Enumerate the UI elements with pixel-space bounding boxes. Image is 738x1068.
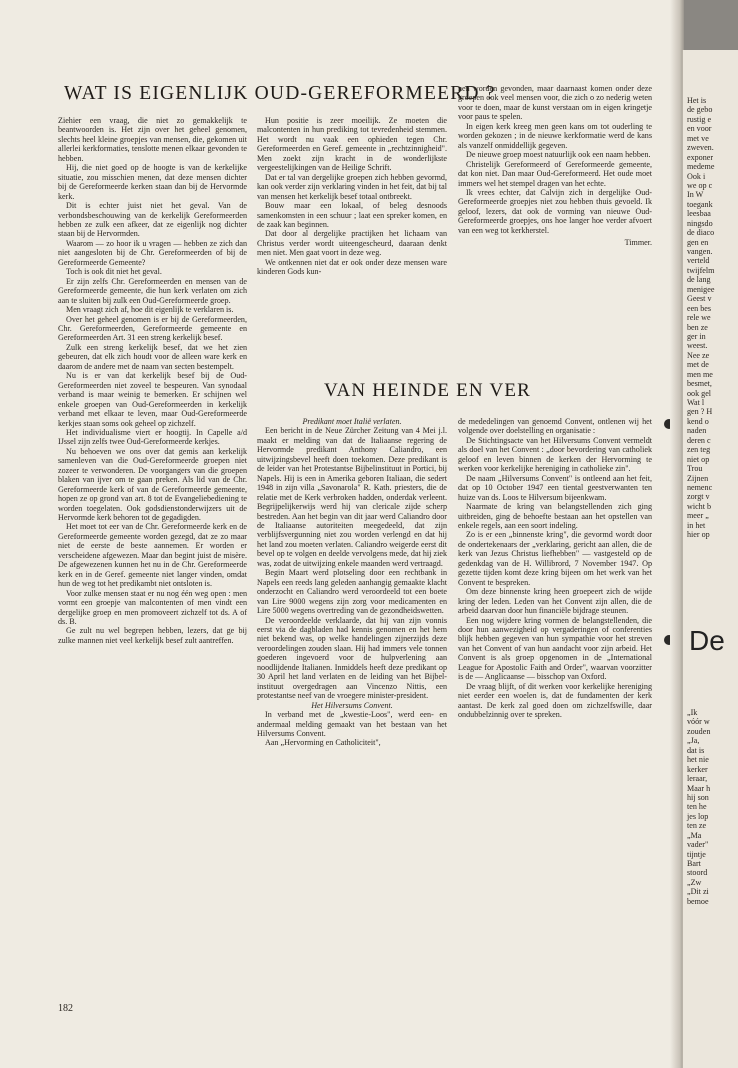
cropped-line: met de bbox=[687, 360, 709, 370]
paragraph: Hun positie is zeer moeilijk. Ze moeten die malcontenten in hun prediking tot tevredenheid stemmen. Het wordt nu vaak een ophieden tegen Chr. Gereformeerden en Geref. gemeente in „rechtzinnigheid". Men zoekt zijn kracht in de wonderlijkste vergeestelijkingen van de Heilige Schrift. bbox=[257, 116, 447, 173]
cropped-line: ook gel bbox=[687, 388, 712, 398]
cropped-line: „Ik bbox=[687, 708, 698, 717]
cropped-line: gen en bbox=[687, 237, 709, 247]
cropped-line: de diaco bbox=[687, 228, 715, 238]
paragraph: De naam „Hilversums Convent" is ontleend aan het feit, dat op 10 October 1947 een tiental geestverwanten ten huize van ds. Loos te Hilversum bijeenkwam. bbox=[458, 473, 652, 502]
section-subheading: Het Hilversums Convent. bbox=[311, 700, 393, 710]
paragraph: Christelijk Gereformeerd of Gereformeerde gemeente, dat kon niet. Dan maar Oud-Gereformeerd. Het oude moet immers wel het stempel dragen van het echte. bbox=[458, 159, 652, 188]
cropped-line: bemoe bbox=[687, 896, 709, 906]
cropped-line: leesbaa bbox=[687, 209, 711, 219]
cropped-line: ten ze bbox=[687, 821, 707, 831]
paragraph: Bouw maar een lokaal, of beleg desnoods samenkomsten in een schuur ; laat een spreker komen, en de zaak kan beginnen. bbox=[257, 201, 447, 229]
cropped-line: „Dit zi bbox=[687, 887, 709, 897]
paragraph: De nieuwe groep moest natuurlijk ook een naam hebben. bbox=[466, 150, 651, 160]
paragraph: De vraag blijft, of dit werken voor kerkelijke hereniging niet eerder een woelen is, dat de fundamenten der kerk aantast. De kerk zal goed doen om zichzelfswille, daar ondubbelzinnig over te spreken. bbox=[458, 681, 652, 720]
cropped-line: menigee bbox=[687, 284, 715, 294]
article1-column-3 bbox=[458, 84, 652, 384]
paragraph: Een nog wijdere kring vormen de belangstellenden, die door hun aanwezigheid op vergaderingen of conferenties blijk hebben gegeven van hun sympathie voor het streven van het Convent of van hun aandacht voor zijn arbeid. Het Convent is als groep opgenomen in de „International League for Apostolic Faith and Order", waarvan voorzitter is de — Anglicaanse — bisschop van Oxford. bbox=[458, 615, 652, 682]
article2-column-3 bbox=[458, 417, 652, 999]
page-right-cropped bbox=[682, 50, 738, 1068]
cropped-line: Zijnen bbox=[687, 473, 709, 483]
next-page-heading: De bbox=[689, 625, 725, 656]
cropped-line: Bart bbox=[687, 859, 701, 868]
cropped-line: in het bbox=[687, 520, 706, 530]
cropped-line: In W bbox=[687, 190, 704, 200]
paragraph: Zulk een streng kerkelijk besef, dat we het zien gebeuren, dat elk zich houdt voor de alleen ware kerk en daarom de andere met de naam van secten bestempelt. bbox=[58, 342, 247, 371]
paragraph: Naarmate de kring van belangstellenden zich ging uitbreiden, ging de behoefte bestaan aan het opstellen van enkele regels, aan een soort indeling. bbox=[458, 502, 652, 530]
cropped-line: vóór w bbox=[687, 717, 710, 727]
cropped-line: stoord bbox=[687, 868, 708, 878]
cropped-line: zen teg bbox=[687, 445, 711, 455]
cropped-line: deren c bbox=[687, 435, 711, 445]
cropped-line: de lang bbox=[687, 275, 711, 285]
cropped-line: met ve bbox=[687, 133, 709, 143]
cropped-line: en voor bbox=[687, 124, 712, 134]
paragraph: In verband met de „kwestie-Loos", werd een- en andermaal melding gemaakt van het bestaan van het Hilversums Convent. bbox=[257, 710, 447, 738]
cropped-line: jes lop bbox=[687, 811, 709, 821]
cropped-line: gen ? H bbox=[687, 407, 713, 417]
paragraph: Dat er tal van dergelijke groepen zich hebben gevormd, kan ook verder zijn verklaring vinden in het feit, dat bij tal van mensen het kerkelijk besef totaal ontbreekt. bbox=[257, 172, 447, 201]
paragraph: Over het geheel genomen is er bij de Gereformeerden, Chr. Gereformeerden, Gereformeerde gemeente en Gereformeerden Art. 31 een streng kerkelijk besef. bbox=[58, 314, 247, 343]
paragraph: Dit is echter juist niet het geval. Van de verbondsbeschouwing van de kerkelijk Gereformeerden hebben ze zulk een afkeer, dat ze eigenlijk nog dichter staan bij de Hervormden. bbox=[58, 201, 247, 239]
paragraph: nen worden gevonden, maar daarnaast komen onder deze groepen ook veel mensen voor, die zich o zo nederig weten voor te doen, maar de kunst verstaan om in eigen kringetje voor paus te spelen. bbox=[458, 84, 652, 122]
cropped-line: ben ze bbox=[687, 322, 708, 332]
cropped-line: „Ma bbox=[687, 830, 702, 840]
cropped-line: Maar h bbox=[687, 783, 711, 793]
cropped-line: zouden bbox=[687, 726, 711, 736]
cropped-line: zweven. bbox=[687, 143, 714, 153]
next-page-text-bottom bbox=[687, 708, 710, 906]
paragraph: Dat door al dergelijke practijken het lichaam van Christus verder wordt uiteengescheurd, daaraan denkt men niet. Men gaat voort in deze weg. bbox=[257, 229, 447, 258]
article1-column-2 bbox=[257, 116, 447, 368]
cropped-line: kend o bbox=[687, 416, 709, 426]
paragraph: Ik vrees echter, dat Calvijn zich in dergelijke Oud-Gereformeerde groepjes niet zou hebben thuis gevoeld. Ik geloof, lezers, dat ook de vorming van nieuwe Oud-Gereformeerde groepjes, ons hoe langer hoe verder afvoert van een weg tot kerkherstel. bbox=[458, 187, 652, 235]
paragraph: Het individualisme viert er hoogtij. In Capelle a/d IJssel zijn zelfs twee Oud-Gereformeerde kerkjes. bbox=[58, 427, 247, 447]
cropped-line: leraar, bbox=[687, 774, 708, 784]
cropped-line: ger in bbox=[687, 331, 706, 341]
cropped-line: meer „ bbox=[687, 511, 709, 521]
cropped-line: niet op bbox=[687, 454, 710, 464]
next-page-text-top bbox=[687, 96, 714, 540]
cropped-line: kerker bbox=[687, 764, 708, 774]
paragraph: Begin Maart werd plotseling door een rechtbank in Napels een reeds lang geleden aanhangig gemaakte klacht onderzocht en Caliandro werd veroordeeld tot een boete van Lire 9000 wegens zijn zorg voor medicamenten en Lire 5000 wegens overtreding van de gezondheidswetten. bbox=[257, 568, 447, 616]
paragraph: Nu is er van dat kerkelijk besef bij de Oud-Gereformeerden niet zoveel te bespeuren. Van synodaal verband is maar weinig te bemerken. Er schijnen wel enkele groepen van Oud-Gereformeerden in kerkelijk verband met elkaar te leven, maar Oud-Gereformeerde kerkjes staan soms ook geheel op zichzelf. bbox=[58, 371, 247, 428]
page-number: 182 bbox=[58, 1003, 73, 1014]
section-subheading: Predikant moet Italië verlaten. bbox=[302, 417, 402, 426]
cropped-line: naden bbox=[687, 426, 707, 436]
cropped-line: tijntje bbox=[687, 849, 706, 859]
cropped-line: medeme bbox=[687, 162, 715, 172]
cropped-line: „Zw bbox=[687, 877, 702, 887]
cropped-line: exponer bbox=[687, 152, 714, 162]
cropped-line: toegank bbox=[687, 199, 713, 209]
paragraph: De veroordeelde verklaarde, dat hij van zijn vonnis eerst via de dagbladen had kennis genomen en het hem niet bekend was, op welke handelingen zijnerzijds deze veroordelingen zouden slaan. Hij had immers vele tonnen goederen ingevoerd voor de hulpverlening aan noodlijdende Italianen. Inmiddels heeft deze predikant op 30 April het land verlaten en de leiding van het Bijbel-instituut overgedragen aan Vincenzo Nittis, een protestantse neef van de vroegere minister-president. bbox=[257, 615, 447, 701]
paragraph: Hij, die niet goed op de hoogte is van de kerkelijke situatie, zou misschien menen, dat deze mensen dichter bij de Gereformeerde kerken staan dan bij de Hervormde kerk. bbox=[58, 163, 247, 201]
article1-column-1 bbox=[58, 116, 247, 1000]
article-title-van-heinde-en-ver: VAN HEINDE EN VER bbox=[324, 380, 532, 401]
cropped-line: Ook i bbox=[687, 171, 706, 181]
cropped-line: „Ja, bbox=[687, 736, 700, 746]
paragraph: Waarom — zo hoor ik u vragen — hebben ze zich dan niet aangesloten bij de Chr. Gereformeerden of bij de Gereformeerde Gemeente? bbox=[58, 238, 247, 267]
cropped-line: Trou bbox=[687, 464, 703, 474]
paragraph: Voor zulke mensen staat er nu nog één weg open : men vormt een groepje van malcontenten of men vindt een dergelijke groep en men promoveert zichzelf tot ds. A of ds. B. bbox=[58, 588, 247, 627]
cropped-line: Geest v bbox=[687, 294, 712, 304]
cropped-line: we op c bbox=[687, 180, 713, 190]
cropped-line: vader" bbox=[687, 840, 709, 850]
cropped-line: rustig e bbox=[687, 114, 712, 124]
paragraph: Er zijn zelfs Chr. Gereformeerden en mensen van de Gereformeerde gemeente, die hun kerk verlaten om zich aan te sluiten bij zulk een Oud-Gereformeerde groep. bbox=[58, 276, 247, 305]
paragraph: Om deze binnenste kring heen groepeert zich de wijde kring der leden. Leden van het Convent zijn allen, die de arbeid daarvan door hun financiële bijdrage steunen. bbox=[458, 587, 652, 616]
cropped-line: besmet, bbox=[687, 379, 712, 389]
cropped-line: Nee ze bbox=[687, 350, 710, 360]
cropped-line: ten he bbox=[687, 802, 707, 812]
cropped-line: Wat l bbox=[687, 398, 705, 407]
cropped-line: dat is bbox=[687, 745, 705, 755]
cropped-line: wicht b bbox=[687, 501, 712, 511]
cropped-line: ningsdo bbox=[687, 218, 713, 228]
paragraph: Het moet tot eer van de Chr. Gereformeerde kerk en de Gereformeerde gemeente worden gezegd, dat ze zo maar niet de eerste de beste aannemen. Er worden er verscheidene afgewezen. Maar dan begint juist de misère. De afgewezenen kunnen het nu in de Chr. Gereformeerde kerk en in de Geref. gemeente niet langer vinden, omdat hun de weg tot het predikambt niet ontsloten is. bbox=[58, 522, 247, 589]
paragraph: Zo is er een „binnenste kring", die gevormd wordt door de ondertekenaars der „verklaring, gericht aan allen, die de kerk van Jezus Christus liefhebben" — vastgesteld op de gedenkdag van de H. Willibrord, 7 November 1947. Op gezette tijden komt deze kring bijeen om het werk van het Convent te bespreken. bbox=[458, 530, 652, 587]
cropped-line: hij son bbox=[687, 792, 709, 802]
paragraph: Aan „Hervorming en Catholiciteit", bbox=[265, 738, 381, 748]
paragraph: De Stichtingsacte van het Hilversums Convent vermeldt als doel van het Convent : „door bevordering van catholiek geloof en leven binnen de kerken der Hervorming te werken voor kerkelijke hereniging in catholieke zin". bbox=[458, 435, 652, 474]
paragraph: de mededelingen van genoemd Convent, ontlenen wij het volgende over doelstelling en organisatie : bbox=[458, 417, 652, 436]
paragraph: Nu behoeven we ons over dat gemis aan kerkelijk samenleven van die Oud-Gereformeerde groepen niet zozeer te verwonderen. De voorgangers van die groepen blaken van ijver om te gaan preken. Als lid van de Chr. Gereformeerde kerk of van de Gereformeerde gemeente, hopen ze op grond van art. 8 tot de Evangeliebediening te worden toegelaten. Ook godsdienstonderwijzers uit de Hervormde kerk behoren tot de gegadigden. bbox=[58, 446, 247, 523]
cropped-line: vangen. bbox=[687, 247, 713, 256]
cropped-line: nemenc bbox=[687, 482, 713, 492]
paragraph: Een bericht in de Neue Zürcher Zeitung van 4 Mei j.l. maakt er melding van dat de Italiaanse regering de Hervormde predikant Anthony Caliandro, een uitwijzingsbevel heeft doen toekomen. Deze predikant is de leider van het Protestantse Bijbelinstituut in Portici, bij Napels. Hij is een in Amerika geboren Italiaan, die sedert 1948 in zijn villa „Savonarola" R. Kath. priesters, die de relatie met de Kerk verbroken hadden, onderdak verleent. Begrijpelijkerwijs werd hij van clericale zijde scherp bestreden. Aan het begin van dit jaar werd Caliandro door de Italiaanse autoriteiten meegedeeld, dat zijn verblijfsvergunning niet zou worden verlengd en dat hij het land zou moeten verlaten. Caliandro weigerde eerst dit bevel op te volgen en deelde vervolgens mede, dat hij ziek was, zodat de uitwijzing enkele maanden werd vertraagd. bbox=[257, 426, 447, 568]
paragraph: Toch is ook dit niet het geval. bbox=[66, 267, 162, 277]
cropped-line: het nie bbox=[687, 755, 709, 765]
paragraph: Ge zult nu wel begrepen hebben, lezers, dat ge bij zulke mannen niet veel kerkelijk besef zult aantreffen. bbox=[58, 626, 247, 645]
cropped-line: twijfelm bbox=[687, 265, 715, 275]
cropped-line: zorgt v bbox=[687, 492, 710, 502]
paragraph: Men vraagt zich af, hoe dit eigenlijk te verklaren is. bbox=[66, 305, 234, 315]
cropped-line: Het is bbox=[687, 96, 707, 105]
cropped-line: de gebo bbox=[687, 105, 713, 115]
paragraph: In eigen kerk kreeg men geen kans om tot ouderling te worden gekozen ; in de nieuwe kerkformatie werd de kans als vanzelf onmiddellijk gegeven. bbox=[458, 121, 652, 150]
cropped-line: een bes bbox=[687, 303, 712, 313]
paragraph: We ontkennen niet dat er ook onder deze mensen ware kinderen Gods kun- bbox=[257, 257, 447, 277]
article2-column-2 bbox=[257, 417, 447, 999]
cropped-line: verteld bbox=[687, 256, 710, 266]
article-title-oud-gereformeerd: WAT IS EIGENLIJK OUD-GEREFORMEERD ? bbox=[64, 83, 496, 104]
cropped-line: hier op bbox=[687, 530, 710, 540]
signature: Timmer. bbox=[624, 238, 652, 248]
paragraph: Ziehier een vraag, die niet zo gemakkelijk te beantwoorden is. Het zijn over het geheel genomen, slechts heel kleine groepjes van mensen, die, gekomen uit allerlei kerkformaties, tenslotte menen elkaar gevonden te hebben. bbox=[58, 116, 247, 163]
cropped-line: rele we bbox=[687, 313, 711, 323]
cropped-line: men me bbox=[687, 369, 713, 379]
cropped-line: weest. bbox=[687, 341, 708, 351]
